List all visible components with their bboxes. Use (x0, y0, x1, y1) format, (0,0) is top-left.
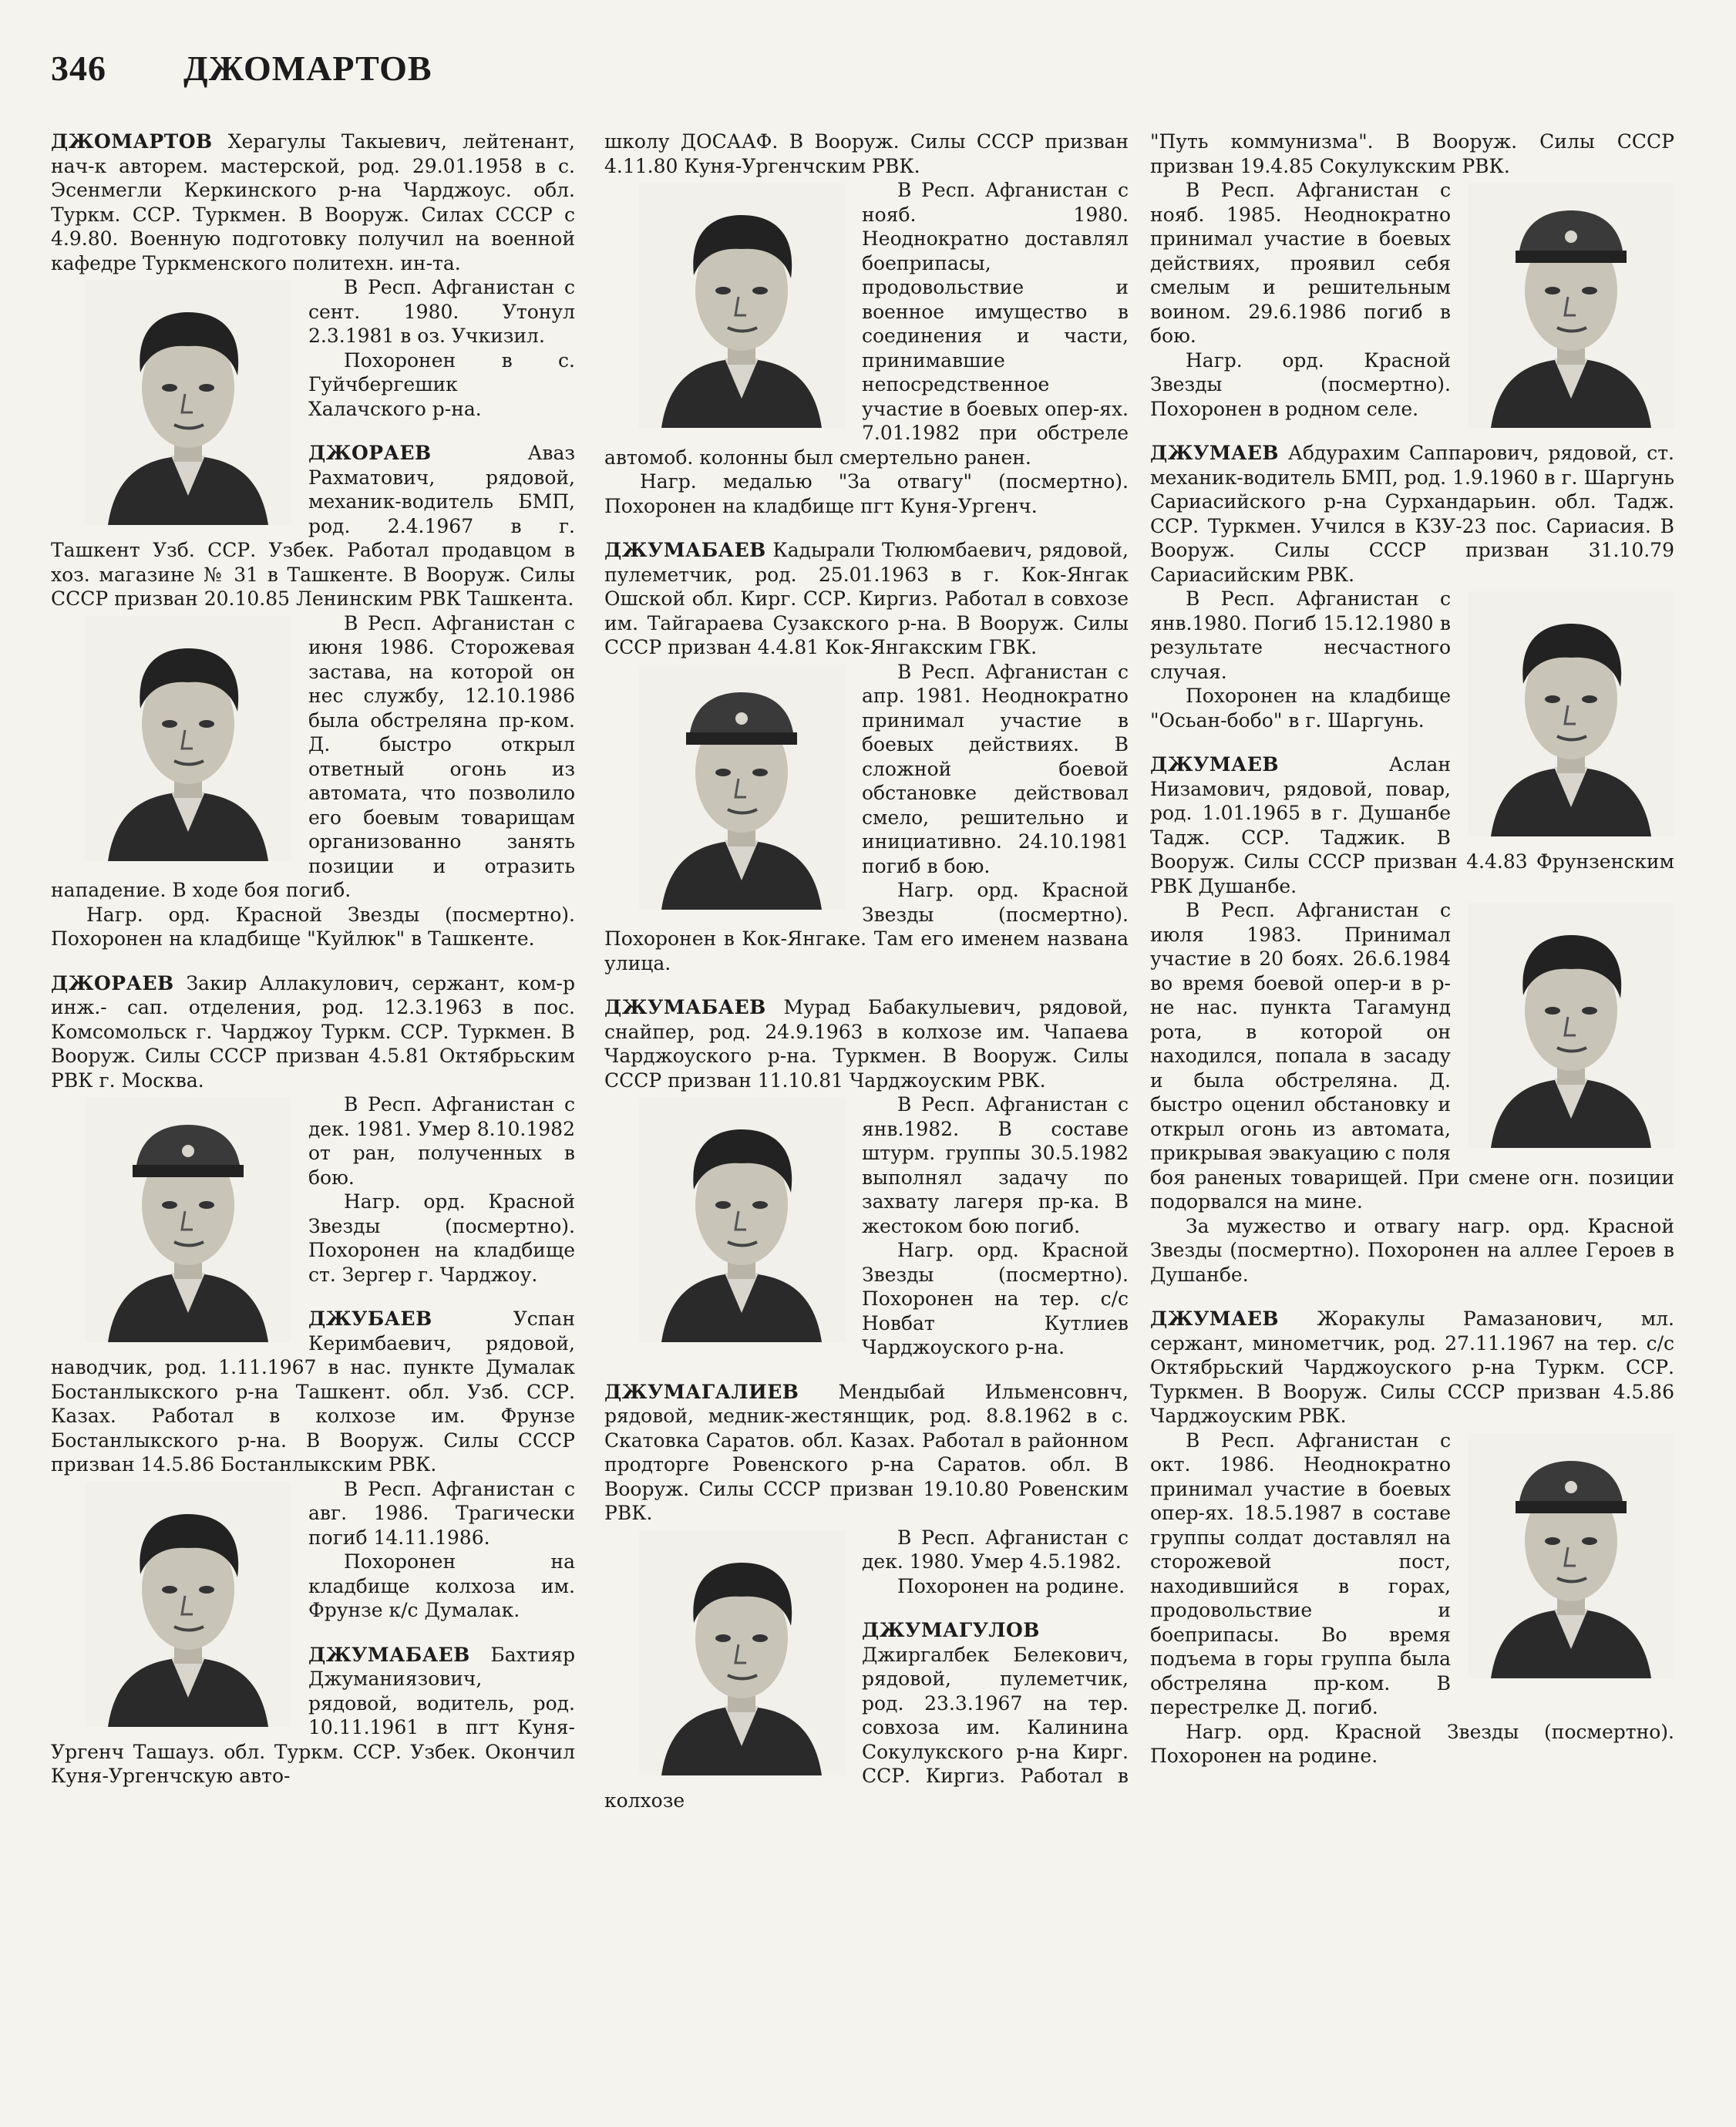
entry-dzhumaev-abdurakhim: ДЖУМАЕВ Абдурахим Саппарович, рядовой, ст. механик-водитель БМП, род. 1.9.1960 в г. Шаргунь Сариасийского р-на Сурхандарьин. обл. Тадж. ССР. Туркмен. Учился в КЗУ-23 пос. Сариасия. В Вооруж. Силы СССР призван 31.10.79 Сариасийским РВК. В Респ. Афганистан с янв.1980. Погиб 15.12.1980 в результате несчастного случая. Похоронен на кладбище "Осьан-бобо" в г. Шаргунь. (1150, 441, 1674, 732)
portrait-image (1468, 903, 1674, 1148)
portrait-photo (85, 280, 291, 525)
portrait-photo (1468, 591, 1674, 836)
portrait-image (85, 1097, 291, 1342)
entry-dzhumabaev-kadyrali: ДЖУМАБАЕВ Кадырали Тюлюмбаевич, рядовой, пулеметчик, род. 25.01.1963 в г. Кок-Янгак Ошской обл. Кирг. ССР. Киргиз. Работал в совхозе им. Тайгараева Сузакского р-на. В Вооруж. Силы СССР призван 4.4.81 Кок-Янгакским ГВК. В Респ. Афганистан с апр. 1981. Неоднократно принимал участие в боевых действиях. В сложной боевой обстановке действовал смело, решительно и инициативно. 24.10.1981 погиб в бою. Нагр. орд. Красной Звезды (посмертно). Похоронен в Кок-Янгаке. Там его именем названа улица. (604, 539, 1129, 974)
portrait-image (638, 665, 845, 910)
portrait-image (85, 1482, 291, 1727)
entry-dzhumagulov: ДЖУМАГУЛОВ Джиргалбек Белекович, рядовой, пулеметчик, род. 23.3.1967 на тер. совхоза им. Калинина Сокулукского р-на Кирг. ССР. Киргиз. Работал в колхозе (604, 1619, 1129, 1812)
entry-dzhumagaliev: ДЖУМАГАЛИЕВ Мендыбай Ильменсовнч, рядовой, медник-жестянщик, род. 8.8.1962 в с. Скатовка Саратов. обл. Казах. Работал в районном продторге Ровенского р-на Саратов. обл. В Вооруж. Силы СССР призван 19.10.80 Ровенским РВК. В Респ. Афганистан с дек. 1980. Умер 4.5.1982. Похоронен на родине. (604, 1380, 1129, 1599)
entry-dzhomartov: ДЖОМАРТОВ Херагулы Такыевич, лейтенант, нач-к авторем. мастерской, род. 29.01.1958 в с. Эсенмегли Керкинского р-на Чарджоус. обл. Туркм. ССР. Туркмен. В Вооруж. Силах СССР с 4.9.80. Военную подготовку получил на военной кафедре Туркменского политехн. ин-та. В Респ. Афганистан с сент. 1980. Утонул 2.3.1981 в оз. Учкизил. Похоронен в с. Гуйчбергешик Халачского р-на. (51, 130, 575, 421)
portrait-photo (638, 183, 845, 428)
entry-name: ДЖУМАЕВ (1150, 442, 1280, 464)
entry-dzhumaev-aslan: ДЖУМАЕВ Аслан Низамович, рядовой, повар, род. 1.01.1965 в г. Душанбе Тадж. ССР. Таджик. В Вооруж. Силы СССР призван 4.4.83 Фрунзенским РВК Душанбе. В Респ. Афганистан с июля 1983. Принимал участие в 20 боях. 26.6.1984 во время боевой опер-и в р-не нас. пункта Тагамунд рота, в которой он находился, попала в засаду и была обстреляна. Д. быстро оценил обстановку и открыл огонь из автомата, прикрывая эвакуацию с поля боя раненых товарищей. При смене огн. позиции подорвался на мине. За мужество и отвагу нагр. орд. Красной Звезды (посмертно). Похоронен на аллее Героев в Душанбе. (1150, 753, 1674, 1286)
portrait-image (1468, 591, 1674, 836)
portrait-image (638, 183, 845, 428)
entry-dzhubaev: ДЖУБАЕВ Успан Керимбаевич, рядовой, наводчик, род. 1.11.1967 в нас. пункте Думалак Бостанлыкского р-на Ташкент. обл. Узб. ССР. Казах. Работал в колхозе им. Фрунзе Бостанлыкского р-на. В Вооруж. Силы СССР призван 14.5.86 Бостанлыкским РВК. В Респ. Афганистан с авг. 1986. Трагически погиб 14.11.1986. Похоронен на кладбище колхоза им. Фрунзе к/с Думалак. (51, 1307, 575, 1623)
portrait-photo (1468, 903, 1674, 1148)
portrait-photo (85, 1097, 291, 1342)
entry-dzhumabaev-bakhtiyar: ДЖУМАБАЕВ Бахтияр Джуманиязович, рядовой, водитель, род. 10.11.1961 в пгт Куня-Ургенч Ташауз. обл. Туркм. ССР. Узбек. Окончил Куня-Ургенчскую авто- (51, 1643, 575, 1787)
entry-dzhumabaev-bakhtiyar-cont: школу ДОСААФ. В Вооруж. Силы СССР призван 4.11.80 Куня-Ургенчским РВК. В Респ. Афганистан с нояб. 1980. Неоднократно доставлял боеприпасы, продовольствие и военное имущество в соединения и части, принимавшие непосредственное участие в боевых опер-ях. 7.01.1982 при обстреле автомоб. колонны был смертельно ранен. Нагр. медалью "За отвагу" (посмертно). Похоронен на кладбище пгт Куня-Ургенч. (604, 130, 1129, 517)
portrait-photo (85, 616, 291, 861)
entry-dzhumaev-zhorakuly: ДЖУМАЕВ Жоракулы Рамазанович, мл. сержант, минометчик, род. 27.11.1967 на тер. с/с Октябрьский Чарджоуского р-на Туркм. ССР. Туркмен. В Вооруж. Силы СССР призван 4.5.86 Чарджоуским РВК. В Респ. Афганистан с окт. 1986. Неоднократно принимал участие в боевых опер-ях. 18.5.1987 в составе группы солдат доставлял на сторожевой пост, находившийся в горах, продовольствие и боеприпасы. Во время подъема в горы группа была обстреляна пр-ком. В перестрелке Д. погиб. Нагр. орд. Красной Звезды (посмертно). Похоронен на родине. (1150, 1307, 1674, 1767)
column-2 (604, 130, 1129, 2111)
entry-name: ДЖУМАБАЕВ (604, 996, 766, 1018)
entry-dzhoraev-avaz: ДЖОРАЕВ Аваз Рахматович, рядовой, механик-водитель БМП, род. 2.4.1967 в г. Ташкент Узб. ССР. Узбек. Работал продавцом в хоз. магазине № 31 в Ташкенте. В Вооруж. Силы СССР призван 20.10.85 Ленинским РВК Ташкента. В Респ. Афганистан с июня 1986. Сторожевая застава, на которой он нес службу, 12.10.1986 была обстреляна пр-ком. Д. быстро открыл ответный огонь из автомата, что позволило его боевым товарищам организованно занять позиции и отразить нападение. В ходе боя погиб. Нагр. орд. Красной Звезды (посмертно). Похоронен на кладбище "Куйлюк" в Ташкенте. (51, 442, 575, 950)
column-1 (51, 130, 575, 2111)
portrait-photo (1468, 1433, 1674, 1678)
entry-name: ДЖУМАЕВ (1150, 1307, 1280, 1330)
column-3 (1150, 130, 1674, 2111)
portrait-image (85, 616, 291, 861)
portrait-photo (638, 1530, 845, 1775)
entry-name: ДЖУБАЕВ (308, 1307, 432, 1330)
running-head: ДЖОМАРТОВ (183, 49, 432, 88)
entry-name: ДЖУМАБАЕВ (604, 539, 766, 561)
portrait-image (638, 1097, 845, 1342)
page-number: 346 (51, 49, 106, 88)
entry-name: ДЖОРАЕВ (308, 442, 432, 464)
entry-dzhoraev-zakir: ДЖОРАЕВ Закир Аллакулович, сержант, ком-р инж.- сап. отделения, род. 12.3.1963 в пос. Комсомольск г. Чарджоу Туркм. ССР. Туркмен. В Вооруж. Силы СССР призван 4.5.81 Октябрьским РВК г. Москва. В Респ. Афганистан с дек. 1981. Умер 8.10.1982 от ран, полученных в бою. Нагр. орд. Красной Звезды (посмертно). Похоронен на кладбище ст. Зергер г. Чарджоу. (51, 971, 575, 1287)
portrait-image (1468, 1433, 1674, 1678)
portrait-photo (638, 1097, 845, 1342)
entry-name: ДЖУМАГУЛОВ (862, 1619, 1040, 1641)
entry-name: ДЖОРАЕВ (51, 971, 174, 995)
entry-name: ДЖУМАЕВ (1150, 753, 1280, 776)
portrait-image (1468, 183, 1674, 428)
portrait-image (638, 1530, 845, 1775)
entry-dzhumagulov-cont: "Путь коммунизма". В Вооруж. Силы СССР призван 19.4.85 Сокулукским РВК. В Респ. Афганистан с нояб. 1985. Неоднократно принимал участие в боевых действиях, проявил себя смелым и решительным воином. 29.6.1986 погиб в бою. Нагр. орд. Красной Звезды (посмертно). Похоронен в родном селе. (1150, 130, 1674, 421)
entry-dzhumabaev-murad: ДЖУМАБАЕВ Мурад Бабакулыевич, рядовой, снайпер, род. 24.9.1963 в колхозе им. Чапаева Чарджоуского р-на. Туркмен. В Вооруж. Силы СССР призван 11.10.81 Чарджоуским РВК. В Респ. Афганистан с янв.1982. В составе штурм. группы 30.5.1982 выполнял задачу по захвату лагеря пр-ка. В жестоком бою погиб. Нагр. орд. Красной Звезды (посмертно). Похоронен на тер. с/с Новбат Кутлиев Чарджоуского р-на. (604, 996, 1129, 1358)
portrait-photo (85, 1482, 291, 1727)
entry-name: ДЖОМАРТОВ (51, 130, 213, 153)
portrait-photo (638, 665, 845, 910)
portrait-image (85, 280, 291, 525)
entry-name: ДЖУМАБАЕВ (308, 1643, 470, 1666)
portrait-photo (1468, 183, 1674, 428)
entry-name: ДЖУМАГАЛИЕВ (604, 1380, 799, 1403)
